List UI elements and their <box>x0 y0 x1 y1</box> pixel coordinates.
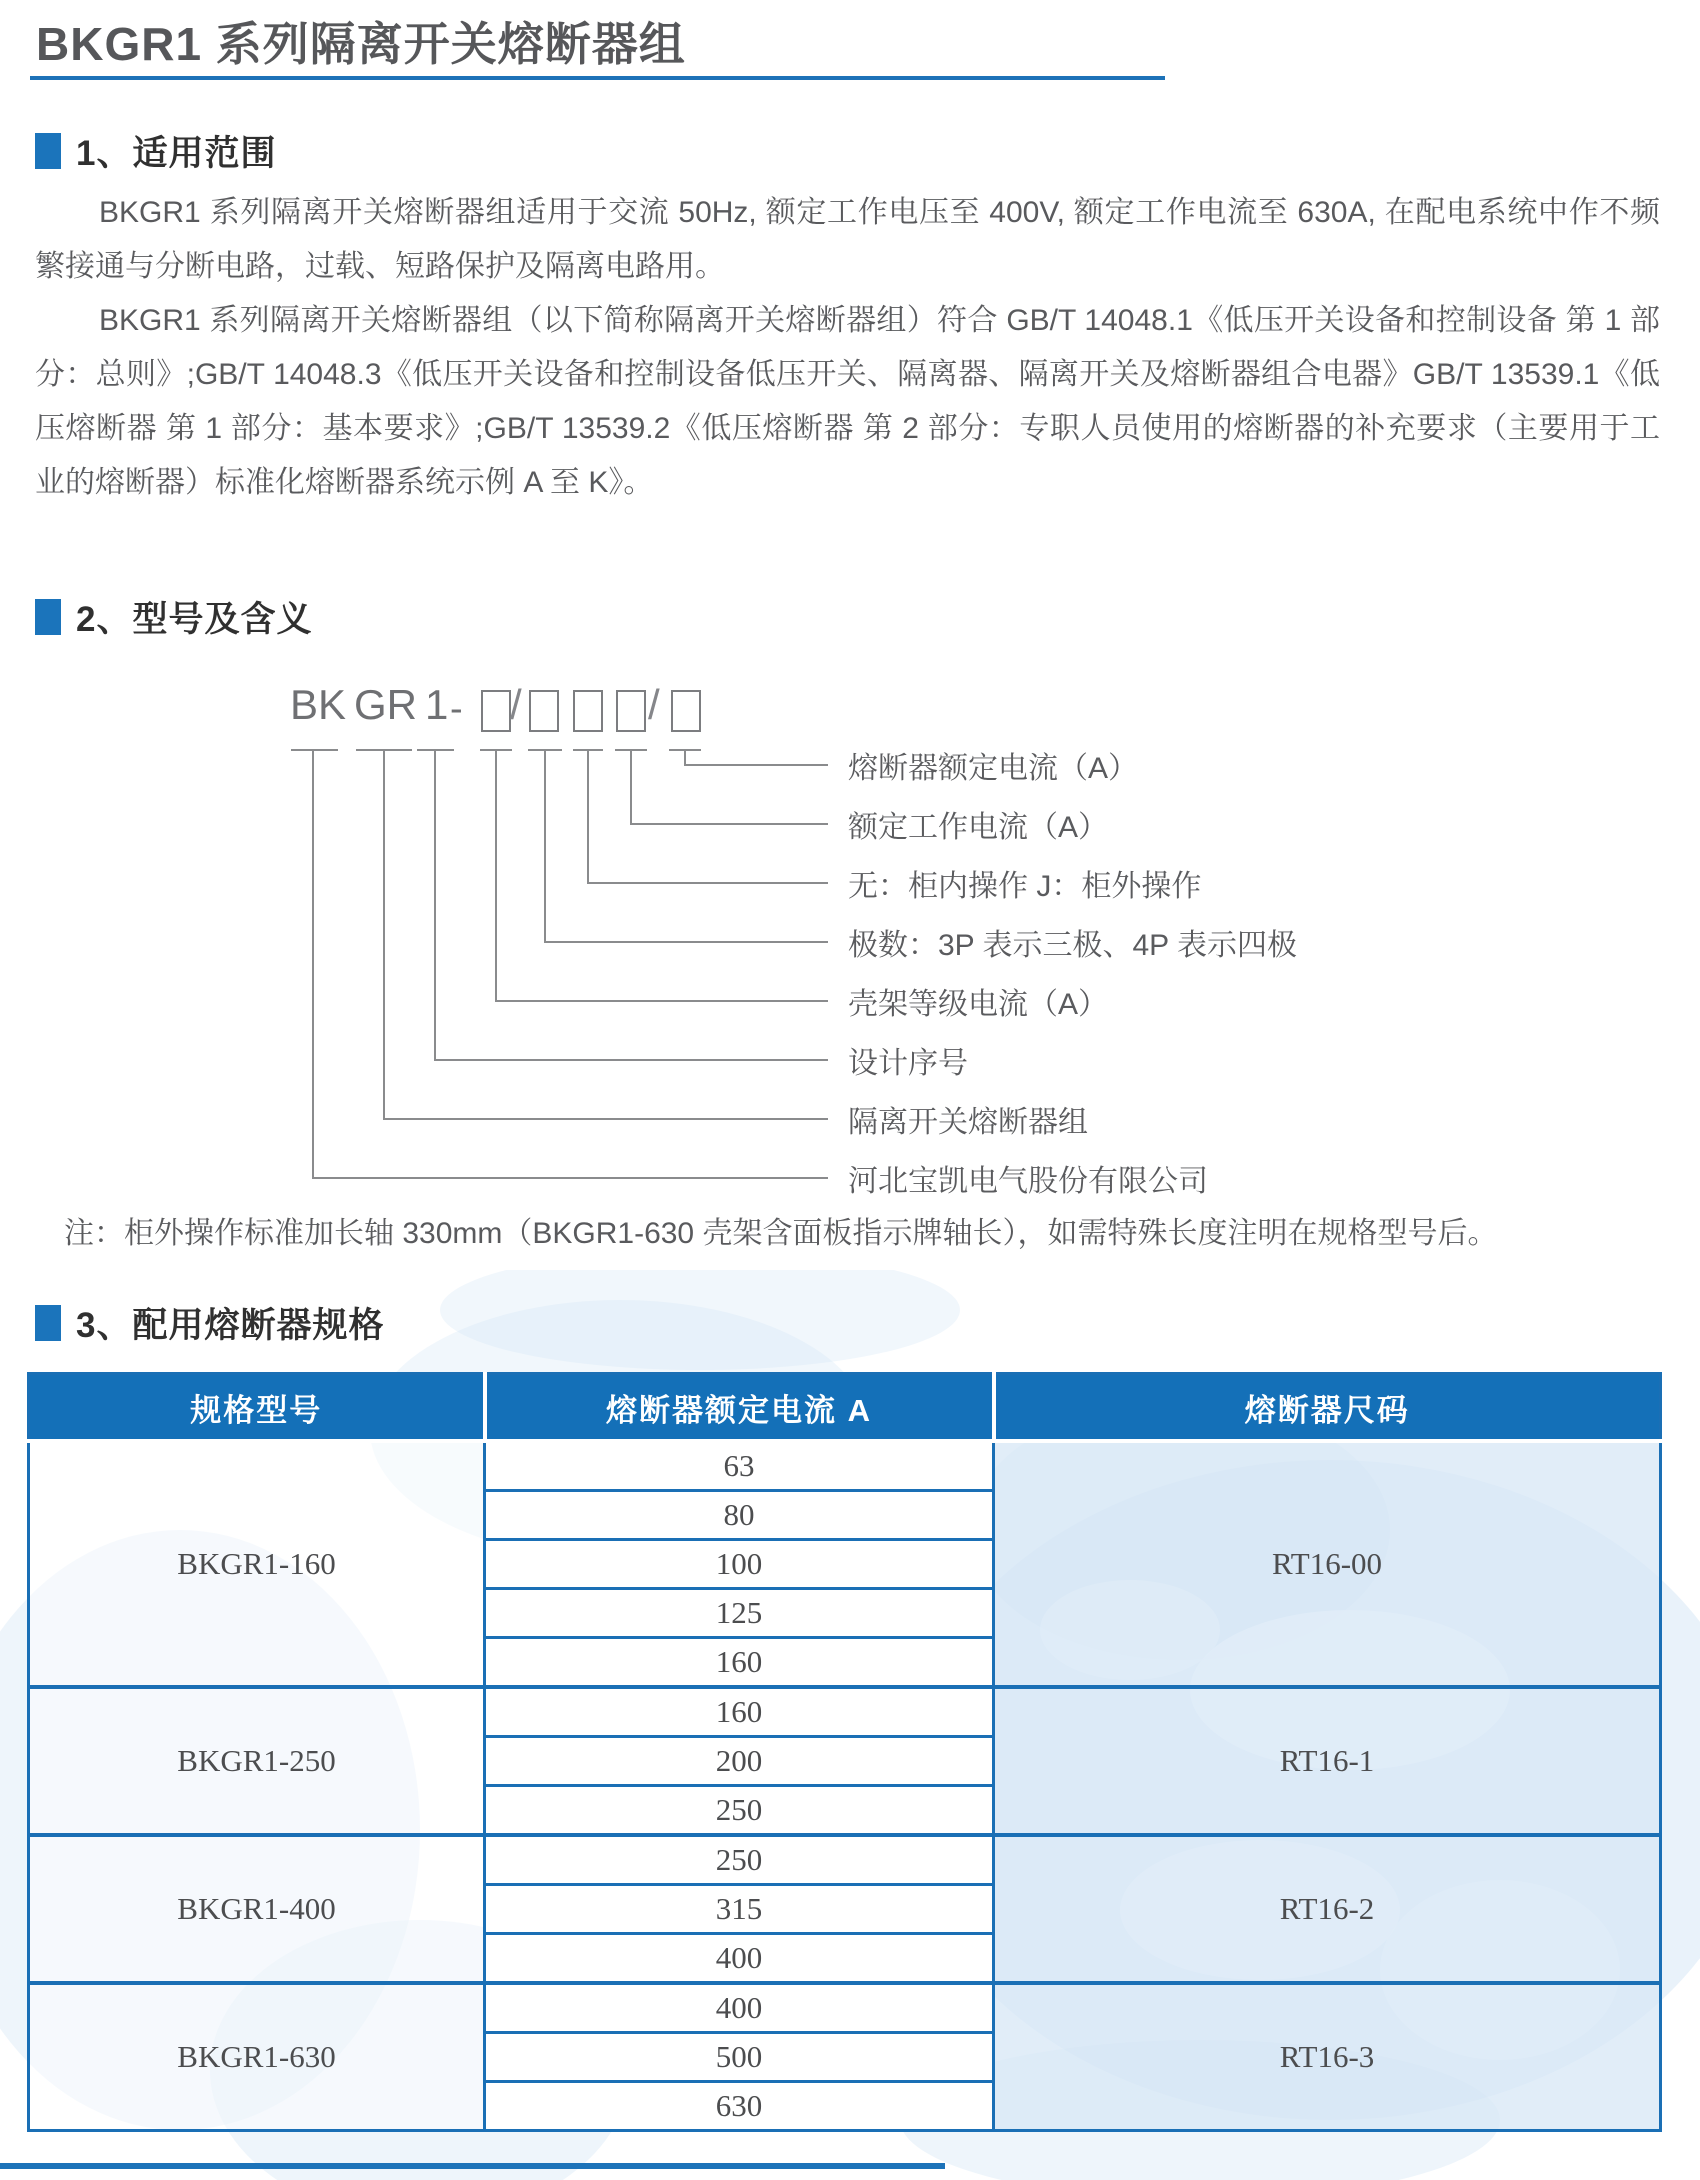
diagram-label: 隔离开关熔断器组 <box>848 1106 1088 1139</box>
model-dash: - <box>450 688 463 730</box>
paragraph-scope-1: BKGR1 系列隔离开关熔断器组适用于交流 50Hz, 额定工作电压至 400V, 额定工作电流至 630A, 在配电系统中作不频繁接通与分断电路，过载、短路保护及隔离电路用。 <box>35 196 1660 283</box>
model-placeholder-box <box>573 690 603 732</box>
table-row <box>29 1441 1661 1491</box>
current-cell: 100 <box>485 1540 994 1589</box>
section-1-body <box>35 186 1660 510</box>
model-cell: BKGR1-630 <box>29 1983 485 2131</box>
fuse-size-cell: RT16-2 <box>994 1835 1661 1983</box>
current-cell: 250 <box>485 1786 994 1836</box>
diagram-label: 熔断器额定电流（A） <box>848 752 1139 785</box>
table-row <box>29 1687 1661 1737</box>
diagram-label: 河北宝凯电气股份有限公司 <box>848 1165 1208 1198</box>
current-cell: 250 <box>485 1835 994 1885</box>
section-3-heading-text: 3、配用熔断器规格 <box>76 1306 385 1345</box>
model-placeholder-box <box>616 690 646 732</box>
paragraph-scope-2: BKGR1 系列隔离开关熔断器组（以下简称隔离开关熔断器组）符合 GB/T 14048.1《低压开关设备和控制设备 第 1 部分：总则》;GB/T 14048.3《低压开关设备和控制设备低压开关、隔离器、隔离开关及熔断器组合电器》GB/T 13539.1《低压熔断器 第 1 部分：基本要求》;GB/T 13539.2《低压熔断器 第 2 部分：专职人员使用的熔断器的补充要求（主要用于工业的熔断器）标准化熔断器系统示例 A 至 K》。 <box>35 304 1660 499</box>
current-cell: 630 <box>485 2082 994 2131</box>
section-1-heading-text: 1、适用范围 <box>76 134 277 173</box>
page-title: BKGR1 系列隔离开关熔断器组 <box>36 18 686 70</box>
current-cell: 80 <box>485 1491 994 1540</box>
col-header-model: 规格型号 <box>29 1374 485 1442</box>
diagram-label: 极数：3P 表示三极、4P 表示四极 <box>848 929 1297 962</box>
diagram-label: 壳架等级电流（A） <box>848 988 1109 1021</box>
fuse-size-cell: RT16-3 <box>994 1983 1661 2131</box>
model-cell: BKGR1-250 <box>29 1687 485 1835</box>
section-2-heading-text: 2、型号及含义 <box>76 600 313 639</box>
fuse-spec-table <box>27 1372 1662 2132</box>
current-cell: 63 <box>485 1441 994 1491</box>
footer-rule <box>0 2163 945 2169</box>
table-row <box>29 1983 1661 2033</box>
model-placeholder-box <box>481 690 511 732</box>
current-cell: 400 <box>485 1934 994 1984</box>
diagram-label: 额定工作电流（A） <box>848 811 1109 844</box>
model-placeholder-box <box>529 690 559 732</box>
model-separator: / <box>510 681 522 728</box>
col-header-size: 熔断器尺码 <box>994 1374 1661 1442</box>
model-placeholder-box <box>671 690 701 732</box>
col-header-current: 熔断器额定电流 A <box>485 1374 994 1442</box>
fuse-size-cell: RT16-00 <box>994 1441 1661 1687</box>
table-row <box>29 1835 1661 1885</box>
table-header-row <box>29 1374 1661 1442</box>
current-cell: 500 <box>485 2033 994 2082</box>
section-1-heading <box>35 128 276 174</box>
model-letter: 1 <box>425 681 449 728</box>
current-cell: 125 <box>485 1589 994 1638</box>
model-cell: BKGR1-160 <box>29 1441 485 1687</box>
model-letter: BK <box>290 681 347 728</box>
fuse-size-cell: RT16-1 <box>994 1687 1661 1835</box>
diagram-label: 无：柜内操作 J：柜外操作 <box>848 870 1202 903</box>
model-note: 注：柜外操作标准加长轴 330mm（BKGR1-630 壳架含面板指示牌轴长），如需特殊长度注明在规格型号后。 <box>64 1217 1498 1250</box>
current-cell: 160 <box>485 1638 994 1688</box>
section-marker-icon <box>35 133 61 169</box>
current-cell: 200 <box>485 1737 994 1786</box>
section-marker-icon <box>35 599 61 635</box>
model-letter: GR <box>354 681 417 728</box>
current-cell: 315 <box>485 1885 994 1934</box>
model-designation-diagram <box>0 660 1700 1300</box>
current-cell: 160 <box>485 1687 994 1737</box>
title-underline-rule <box>30 76 1165 80</box>
section-2-heading <box>35 594 312 640</box>
current-cell: 400 <box>485 1983 994 2033</box>
model-cell: BKGR1-400 <box>29 1835 485 1983</box>
diagram-label: 设计序号 <box>848 1047 968 1080</box>
model-separator: / <box>648 681 660 728</box>
